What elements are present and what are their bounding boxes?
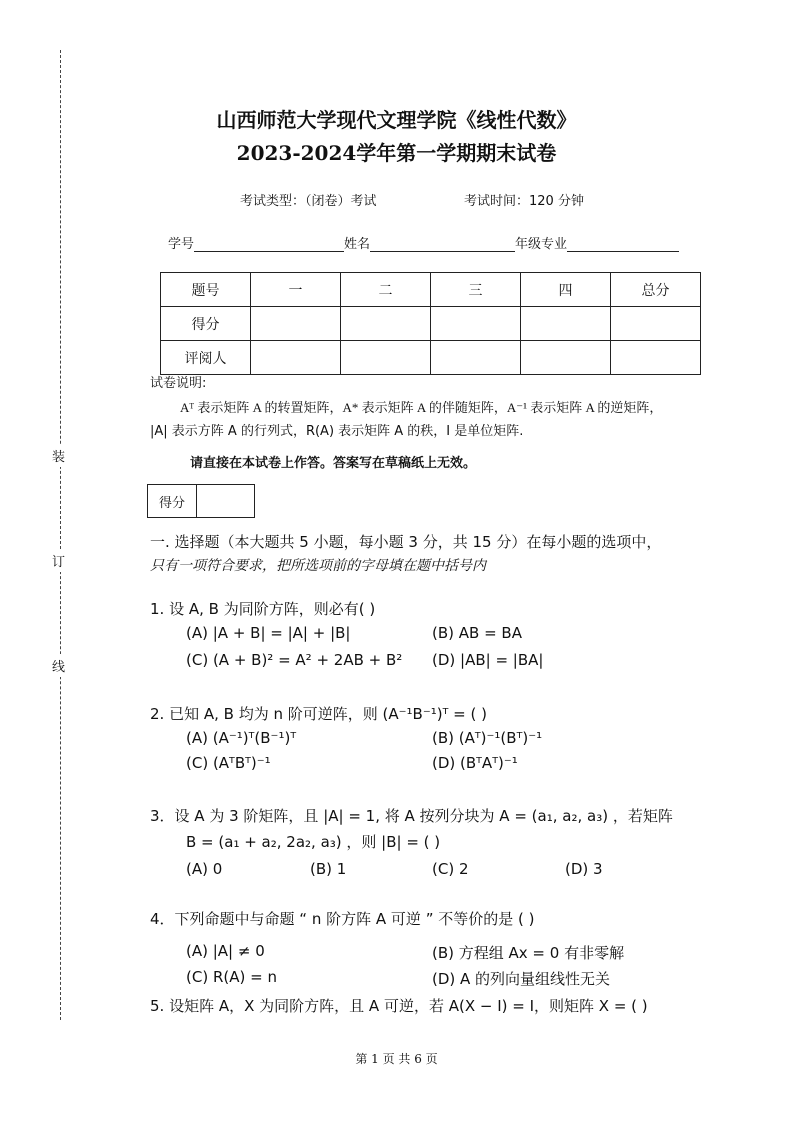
exam-time: 考试时间：120 分钟 <box>464 194 584 209</box>
exam-type: 考试类型：（闭卷）考试 <box>240 194 377 209</box>
question-1: 1. 设 A, B 为同阶方阵，则必有( ) <box>150 600 376 618</box>
exam-subtitle: 2023-2024学年第一学期期末试卷 <box>236 141 557 165</box>
exam-title: 山西师范大学现代文理学院《线性代数》 <box>216 108 577 132</box>
student-info-line <box>168 233 679 252</box>
score-cell[interactable] <box>611 307 701 341</box>
table-row <box>161 307 701 341</box>
instructions-heading: 试卷说明: <box>150 376 207 391</box>
score-table <box>160 272 701 375</box>
score-label: 得分 <box>148 485 197 518</box>
option[interactable]: (D) 3 <box>565 860 603 878</box>
row-label: 评阅人 <box>161 341 251 375</box>
instructions-line: Aᵀ 表示矩阵 A 的转置矩阵，A* 表示矩阵 A 的伴随矩阵，A⁻¹ 表示矩阵 A 的逆矩阵， <box>180 400 663 415</box>
score-cell[interactable] <box>431 307 521 341</box>
option[interactable]: (C) R(A) = n <box>186 968 277 986</box>
question-5: 5. 设矩阵 A，X 为同阶方阵，且 A 可逆，若 A(X − I) = I，则矩阵 X = ( ) <box>150 997 648 1015</box>
section-heading-cont: 只有一项符合要求，把所选项前的字母填在题中括号内 <box>150 558 486 574</box>
reviewer-cell[interactable] <box>251 341 341 375</box>
header-cell: 二 <box>341 273 431 307</box>
option[interactable]: (C) 2 <box>432 860 469 878</box>
student-name-field[interactable] <box>370 237 515 252</box>
option[interactable]: (D) A 的列向量组线性无关 <box>432 970 611 988</box>
student-name-label: 姓名 <box>344 237 371 252</box>
score-cell[interactable] <box>251 307 341 341</box>
row-label: 得分 <box>161 307 251 341</box>
question-4: 4．下列命题中与命题 “ n 阶方阵 A 可逆 ” 不等价的是 ( ) <box>150 910 535 928</box>
option[interactable]: (A) |A| ≠ 0 <box>186 942 265 960</box>
table-header-row <box>161 273 701 307</box>
header-cell: 总分 <box>611 273 701 307</box>
reviewer-cell[interactable] <box>431 341 521 375</box>
table-row <box>161 341 701 375</box>
header-cell: 题号 <box>161 273 251 307</box>
grade-major-field[interactable] <box>567 237 679 252</box>
reviewer-cell[interactable] <box>611 341 701 375</box>
option[interactable]: (A) |A + B| = |A| + |B| <box>186 624 351 642</box>
header-cell: 四 <box>521 273 611 307</box>
option[interactable]: (C) (AᵀBᵀ)⁻¹ <box>186 754 271 772</box>
question-2: 2. 已知 A, B 均为 n 阶可逆阵，则 (A⁻¹B⁻¹)ᵀ = ( ) <box>150 705 487 723</box>
section-heading: 一. 选择题（本大题共 5 小题，每小题 3 分，共 15 分）在每小题的选项中， <box>150 533 662 551</box>
instructions-line: |A| 表示方阵 A 的行列式，R(A) 表示矩阵 A 的秩，I 是单位矩阵. <box>150 424 524 439</box>
binding-char: 订 <box>52 549 65 572</box>
header-cell: 三 <box>431 273 521 307</box>
binding-char: 线 <box>52 654 65 677</box>
option[interactable]: (B) 方程组 Ax = 0 有非零解 <box>432 944 625 962</box>
grade-major-label: 年级专业 <box>515 237 568 252</box>
binding-dashed-line <box>60 50 61 1020</box>
reviewer-cell[interactable] <box>341 341 431 375</box>
option[interactable]: (C) (A + B)² = A² + 2AB + B² <box>186 651 403 669</box>
option[interactable]: (D) |AB| = |BA| <box>432 651 544 669</box>
section-score-box <box>147 484 255 518</box>
answer-notice: 请直接在本试卷上作答。答案写在草稿纸上无效。 <box>190 456 477 471</box>
score-cell[interactable] <box>521 307 611 341</box>
option[interactable]: (B) (Aᵀ)⁻¹(Bᵀ)⁻¹ <box>432 729 543 747</box>
score-cell[interactable] <box>341 307 431 341</box>
option[interactable]: (B) AB = BA <box>432 624 522 642</box>
page-footer: 第 1 页 共 6 页 <box>355 1052 438 1066</box>
student-id-label: 学号 <box>168 237 195 252</box>
question-3: 3．设 A 为 3 阶矩阵，且 |A| = 1, 将 A 按列分块为 A = (a₁, a₂, a₃) ，若矩阵 <box>150 807 673 825</box>
option[interactable]: (A) (A⁻¹)ᵀ(B⁻¹)ᵀ <box>186 729 297 747</box>
section-score-field[interactable] <box>197 485 255 518</box>
binding-char: 装 <box>52 444 65 467</box>
student-id-field[interactable] <box>194 237 344 252</box>
question-3-cont: B = (a₁ + a₂, 2a₂, a₃) ，则 |B| = ( ) <box>186 833 441 851</box>
header-cell: 一 <box>251 273 341 307</box>
option[interactable]: (A) 0 <box>186 860 223 878</box>
option[interactable]: (D) (BᵀAᵀ)⁻¹ <box>432 754 518 772</box>
option[interactable]: (B) 1 <box>310 860 347 878</box>
reviewer-cell[interactable] <box>521 341 611 375</box>
